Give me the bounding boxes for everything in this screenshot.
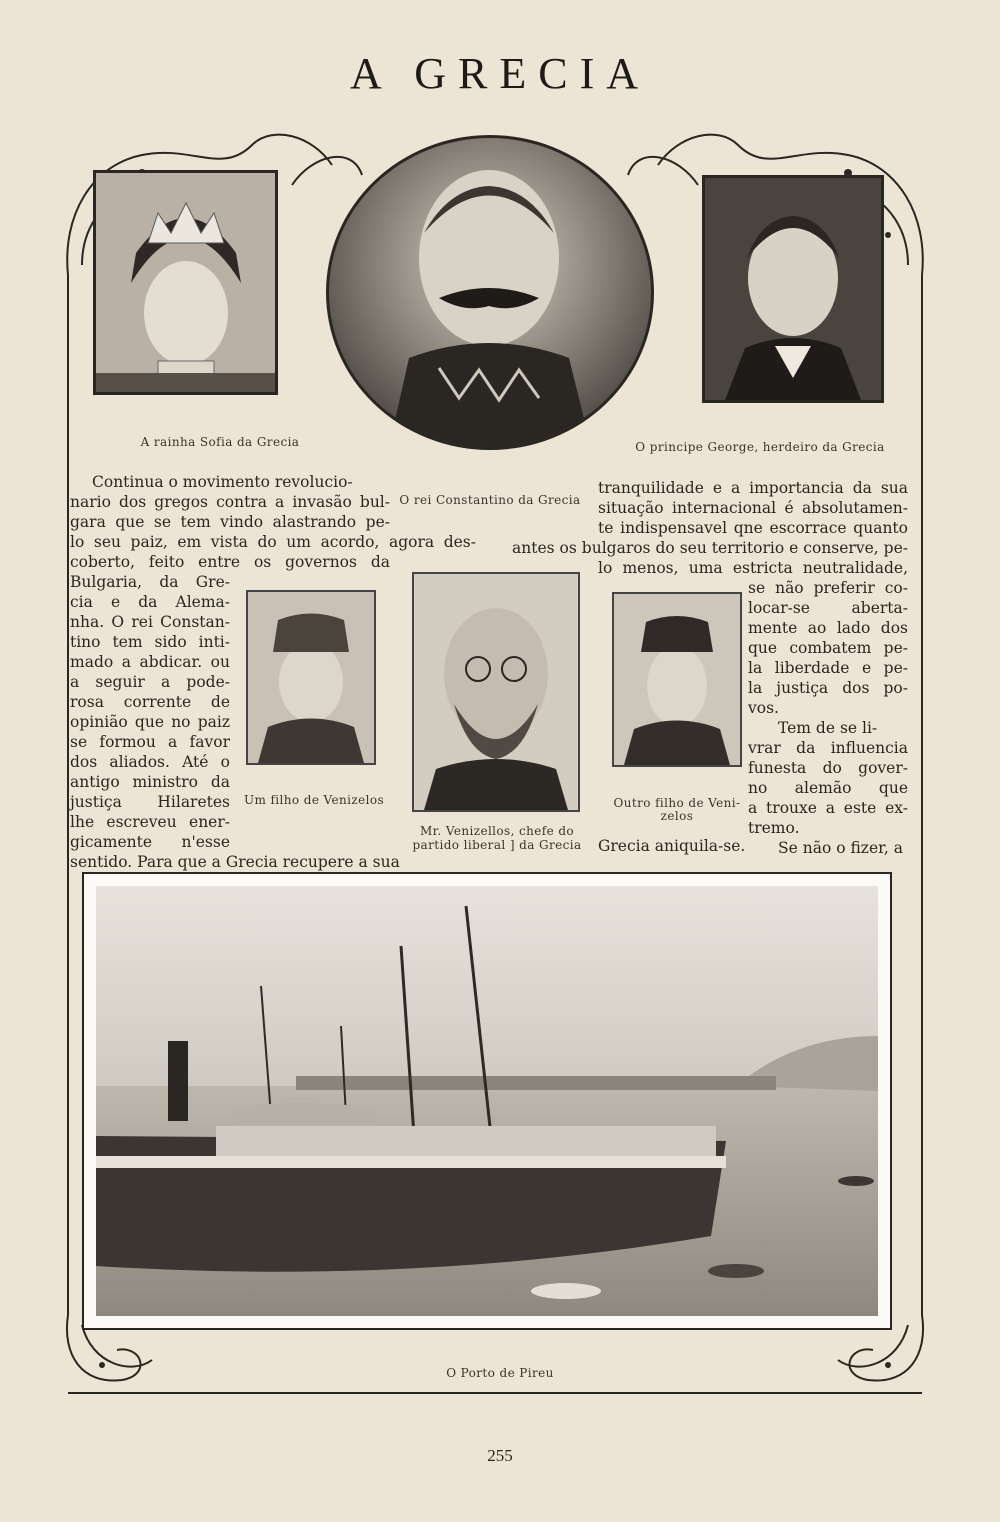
article-line: te indispensavel qne escorrace quanto bbox=[598, 519, 908, 537]
king-caption: O rei Constantino da Grecia bbox=[399, 493, 581, 507]
article-line: opinião que no paiz bbox=[70, 713, 230, 731]
article-line: a seguir a pode- bbox=[70, 673, 230, 691]
article-line: Grecia aniquila-se. bbox=[598, 837, 746, 855]
venizelos-portrait-illustration bbox=[414, 574, 578, 810]
article-right-column bbox=[748, 578, 908, 858]
article-right-top bbox=[598, 478, 908, 538]
queen-sofia-photo bbox=[93, 170, 278, 395]
article-line: locar-se aberta- bbox=[748, 599, 908, 617]
page-title: A GRECIA bbox=[349, 49, 651, 98]
article-line: a trouxe a este ex- bbox=[748, 799, 908, 817]
article-left-column bbox=[70, 572, 230, 852]
venizelos-son-1-caption: Um filho de Venizelos bbox=[243, 793, 385, 807]
article-line: mado a abdicar. ou bbox=[70, 653, 230, 671]
article-line: dos aliados. Até o bbox=[70, 753, 230, 771]
article-line: que combatem pe- bbox=[748, 639, 908, 657]
article-line: justiça Hilaretes bbox=[70, 793, 230, 811]
article-line: antigo ministro da bbox=[70, 773, 230, 791]
article-line: nha. O rei Constan- bbox=[70, 613, 230, 631]
article-line: Bulgaria, da Gre- bbox=[70, 573, 230, 591]
port-scene-illustration bbox=[96, 886, 878, 1316]
article-line: gara que se tem vindo alastrando pe- bbox=[70, 513, 390, 531]
prince-george-photo bbox=[702, 175, 884, 403]
article-line: Tem de se li- bbox=[778, 719, 878, 737]
port-caption: O Porto de Pireu bbox=[446, 1366, 554, 1380]
article-line: tremo. bbox=[748, 819, 800, 837]
king-constantine-photo bbox=[326, 135, 654, 450]
page-number: 255 bbox=[487, 1446, 513, 1465]
article-line: no alemão que bbox=[748, 779, 908, 797]
queen-caption: A rainha Sofia da Grecia bbox=[140, 435, 300, 449]
article-line: antes os bulgaros do seu territorio e conserve, pe- bbox=[512, 539, 908, 557]
article-line: rosa corrente de bbox=[70, 693, 230, 711]
venizelos-son-2-photo bbox=[612, 592, 742, 767]
port-pireu-photo bbox=[82, 872, 892, 1330]
venizelos-son-1-photo bbox=[246, 590, 376, 765]
article-line: sentido. Para que a Grecia recupere a sua bbox=[70, 853, 400, 871]
venizelos-caption-line1: Mr. Venizellos, chefe do bbox=[419, 824, 575, 838]
article-line: mente ao lado dos bbox=[748, 619, 908, 637]
prince-portrait-illustration bbox=[705, 178, 881, 400]
venizelos-caption-line2: partido liberal ] da Grecia bbox=[412, 838, 582, 852]
article-line: funesta do gover- bbox=[748, 759, 908, 777]
son-2-portrait-illustration bbox=[614, 594, 740, 765]
venizelos-son-2-caption-line1: Outro filho de Veni- bbox=[613, 796, 741, 810]
king-portrait-illustration bbox=[329, 138, 651, 447]
article-line: se não preferir co- bbox=[748, 579, 908, 597]
article-line: lo seu paiz, em vista do um acordo, agora des- bbox=[70, 533, 476, 551]
venizelos-son-2-caption-line2: zelos bbox=[660, 809, 694, 823]
queen-portrait-illustration bbox=[96, 173, 275, 392]
prince-caption: O principe George, herdeiro da Grecia bbox=[635, 440, 885, 454]
article-line: Continua o movimento revolucio- bbox=[92, 473, 353, 491]
article-line: nario dos gregos contra a invasão bul- bbox=[70, 493, 390, 511]
article-line: coberto, feito entre os governos da bbox=[70, 553, 390, 571]
article-line: vos. bbox=[748, 699, 779, 717]
article-line: cia e da Alema- bbox=[70, 593, 230, 611]
son-1-portrait-illustration bbox=[248, 592, 374, 763]
article-line: lhe escreveu ener- bbox=[70, 813, 230, 831]
article-line: lo menos, uma estricta neutralidade, bbox=[598, 559, 908, 577]
article-line: Se não o fizer, a bbox=[778, 839, 903, 857]
article-line: vrar da influencia bbox=[748, 739, 908, 757]
article-line: gicamente n'esse bbox=[70, 833, 230, 851]
article-line: tranquilidade e a importancia da sua bbox=[598, 479, 908, 497]
article-line: tino tem sido inti- bbox=[70, 633, 230, 651]
article-line: la justiça dos po- bbox=[748, 679, 908, 697]
venizelos-photo bbox=[412, 572, 580, 812]
article-line: se formou a favor bbox=[70, 733, 230, 751]
article-line: la liberdade e pe- bbox=[748, 659, 908, 677]
article-left-top bbox=[70, 472, 390, 532]
article-line: situação internacional é absolutamen- bbox=[598, 499, 908, 517]
